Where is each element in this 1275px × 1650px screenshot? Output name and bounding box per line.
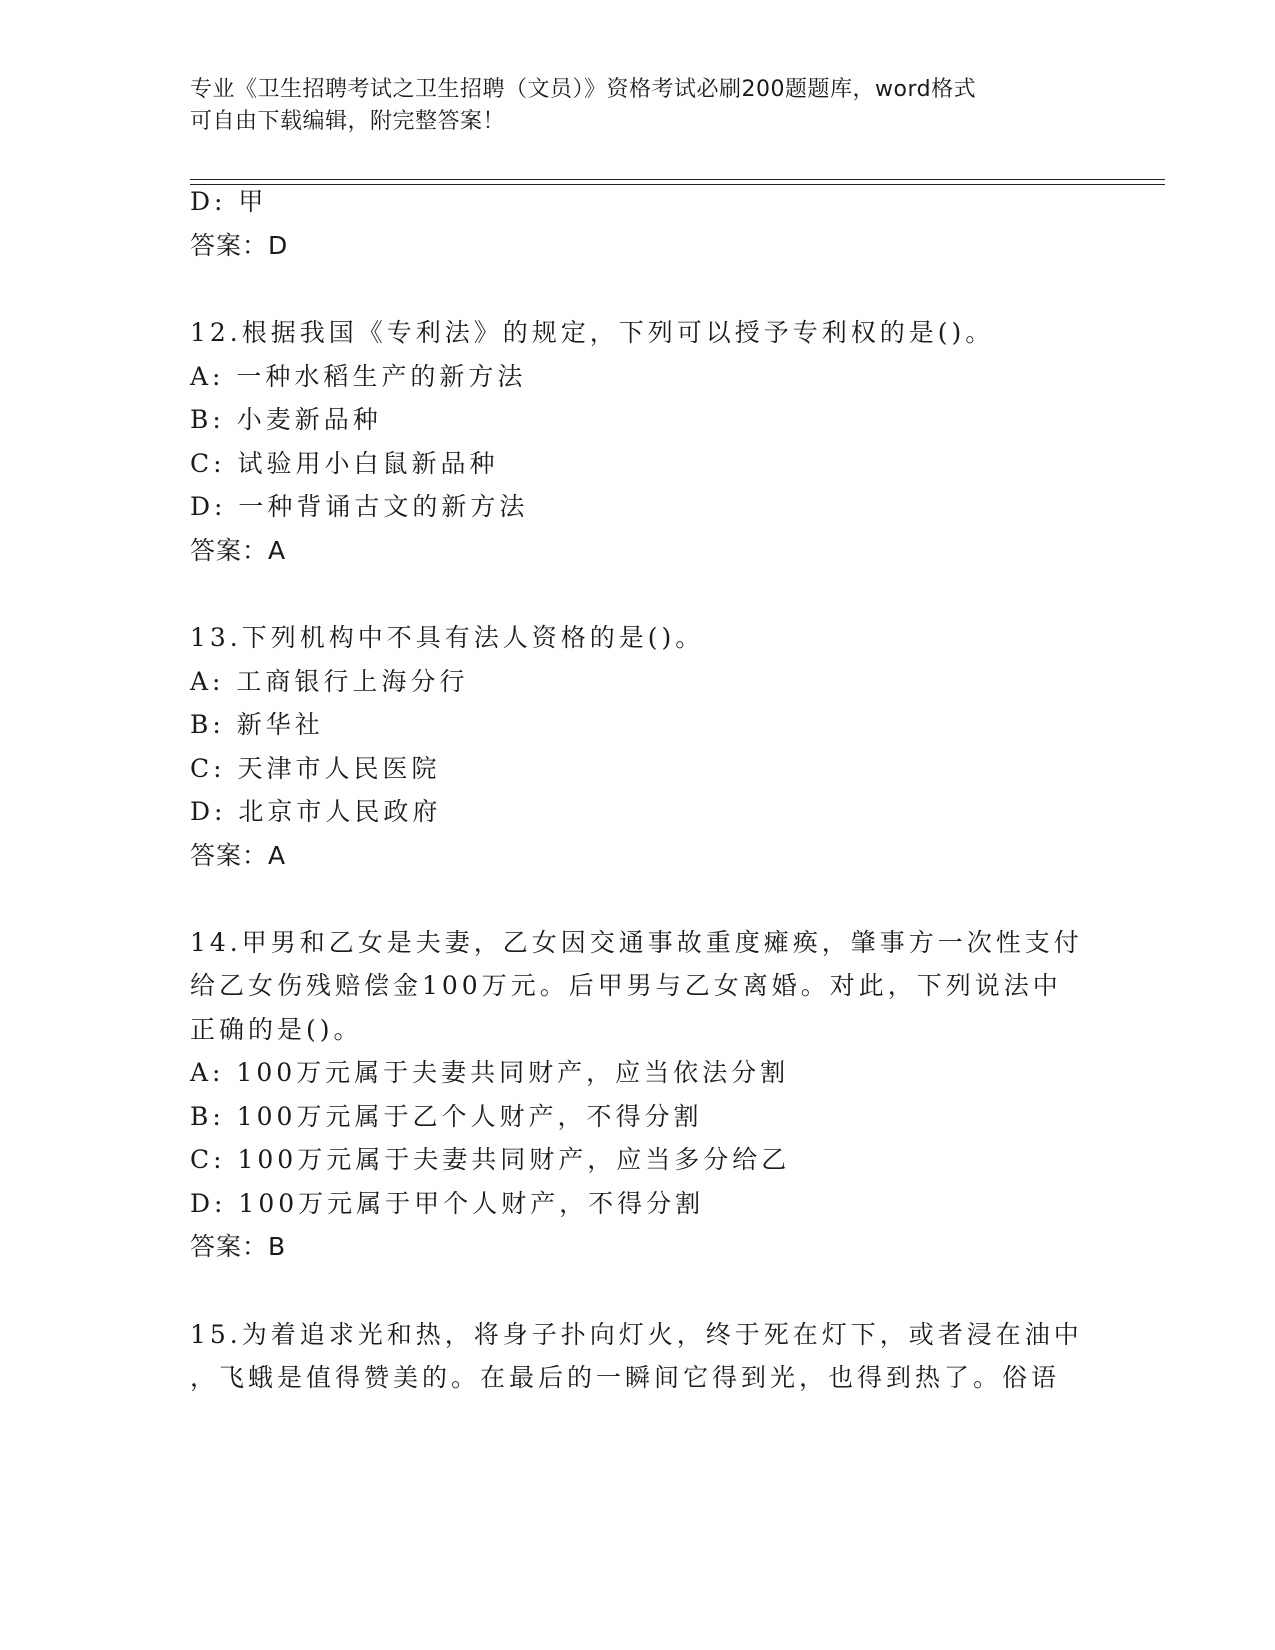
option-c: C: 试验用小白鼠新品种: [190, 449, 499, 478]
option-a: A: 工商银行上海分行: [190, 667, 469, 696]
option-d: D: 一种背诵古文的新方法: [190, 492, 529, 521]
question-stem-line-2: 给乙女伤残赔偿金100万元。后甲男与乙女离婚。对此，下列说法中: [190, 971, 1062, 1000]
option-d: D: 甲: [190, 187, 268, 216]
header-divider-top: [190, 179, 1165, 180]
answer: 答案：A: [190, 536, 287, 565]
option-c: C: 天津市人民医院: [190, 754, 441, 783]
option-d: D: 北京市人民政府: [190, 797, 442, 826]
header-line-2: 可自由下载编辑，附完整答案！: [190, 109, 506, 134]
option-a: A: 100万元属于夫妻共同财产，应当依法分割: [190, 1058, 790, 1087]
header-divider-bottom: [190, 184, 1165, 185]
question-stem: 13.下列机构中不具有法人资格的是()。: [190, 623, 705, 652]
question-stem-line-1: 14.甲男和乙女是夫妻，乙女因交通事故重度瘫痪，肇事方一次性支付: [190, 928, 1083, 957]
option-d: D: 100万元属于甲个人财产，不得分割: [190, 1189, 705, 1218]
question-stem-line-3: 正确的是()。: [190, 1015, 363, 1044]
header-title: [190, 74, 1090, 138]
header-line-1: 专业《卫生招聘考试之卫生招聘（文员）》资格考试必刷200题题库，word格式: [190, 77, 977, 102]
answer: 答案：A: [190, 841, 287, 870]
option-a: A: 一种水稻生产的新方法: [190, 362, 527, 391]
option-b: B: 新华社: [190, 710, 324, 739]
question-stem-line-2: ，飞蛾是值得赞美的。在最后的一瞬间它得到光，也得到热了。俗语: [190, 1363, 1061, 1392]
option-b: B: 小麦新品种: [190, 405, 382, 434]
answer: 答案：B: [190, 1232, 287, 1261]
question-stem: 12.根据我国《专利法》的规定，下列可以授予专利权的是()。: [190, 318, 995, 347]
answer: 答案：D: [190, 231, 289, 260]
option-b: B: 100万元属于乙个人财产，不得分割: [190, 1102, 703, 1131]
question-stem-line-1: 15.为着追求光和热，将身子扑向灯火，终于死在灯下，或者浸在油中: [190, 1320, 1083, 1349]
option-c: C: 100万元属于夫妻共同财产，应当多分给乙: [190, 1145, 791, 1174]
